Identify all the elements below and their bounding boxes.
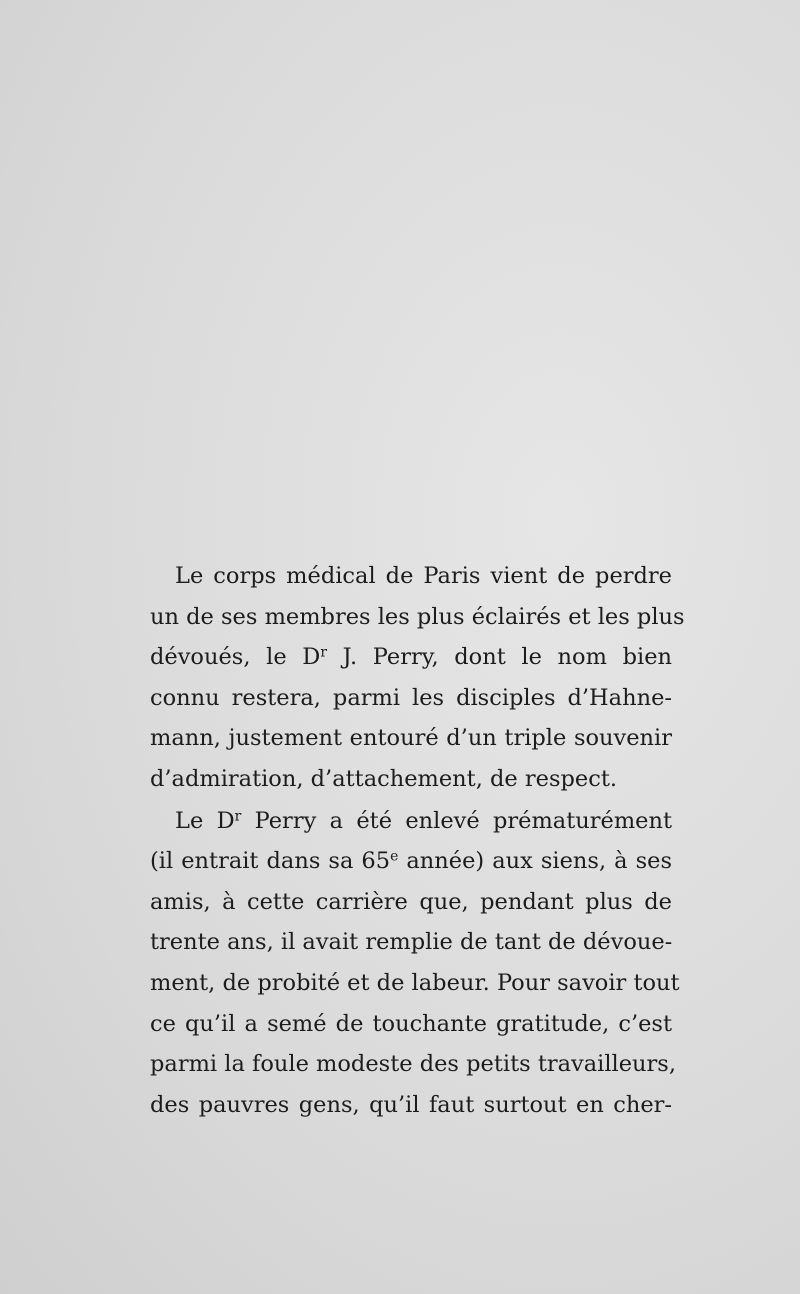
text-line: d’admiration, d’attachement, de respect. [150, 765, 618, 792]
text-line: mann, justement entouré d’un triple souvenir [150, 725, 672, 752]
text-line: parmi la foule modeste des petits travailleurs, [150, 1051, 677, 1078]
text-line: ment, de probité et de labeur. Pour savoir tout [150, 969, 680, 996]
text-line: trente ans, il avait remplie de tant de dévoue- [150, 929, 673, 956]
text-line: ce qu’il a semé de touchante gratitude, c’est [150, 1010, 672, 1037]
text-line: Le corps médical de Paris vient de perdre [175, 563, 672, 589]
text-line: (il entrait dans sa 65e année) aux siens, à ses [150, 848, 673, 875]
text-line: un de ses membres les plus éclairés et les plus [150, 603, 685, 630]
text-line: connu restera, parmi les disciples d’Hahne- [150, 684, 672, 711]
body-text [150, 556, 685, 1125]
text-line: Le $D^r$ Perry a été enlevé prématurément [175, 807, 672, 834]
text-line: dévoués, le $D^r$ J. Perry, dont le nom bien [150, 644, 672, 671]
text-line: amis, à cette carrière que, pendant plus de [150, 888, 672, 915]
text-line: des pauvres gens, qu’il faut surtout en cher- [150, 1091, 672, 1118]
